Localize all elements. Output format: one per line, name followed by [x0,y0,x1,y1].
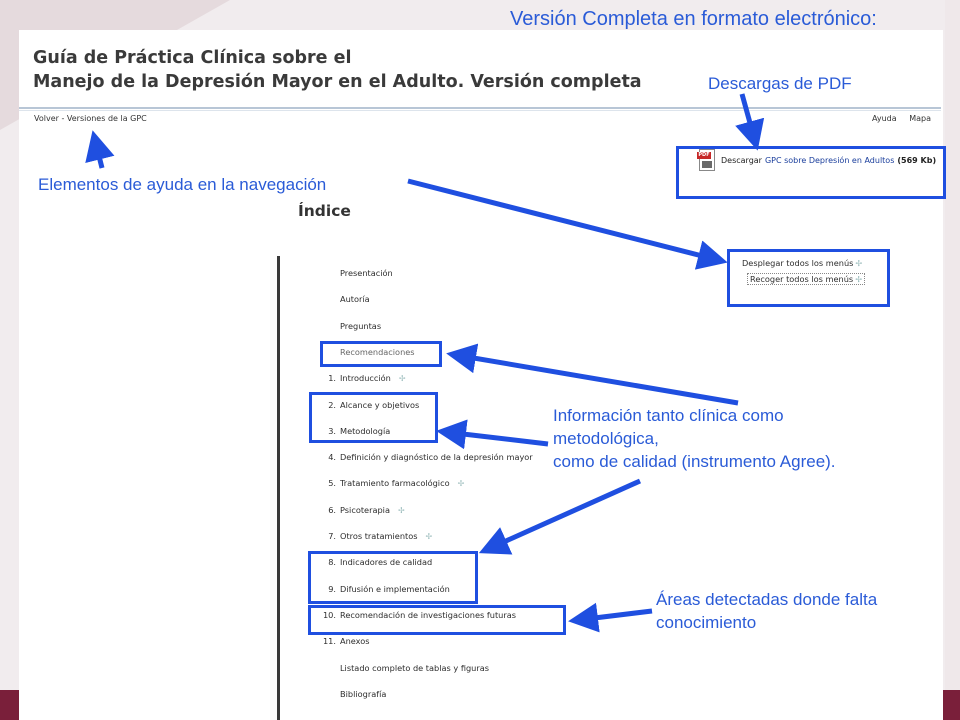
page-title-line2: Manejo de la Depresión Mayor en el Adulto. Versión completa [33,72,642,92]
back-link[interactable]: Volver - Versiones de la GPC [34,114,147,123]
toc-item-label[interactable]: Alcance y objetivos [340,399,420,410]
toc-item-label[interactable]: Psicoterapia [340,504,390,515]
expand-icon[interactable]: ✢ [398,374,406,384]
toc-item[interactable] [314,373,406,387]
expand-icon[interactable]: ✢ [457,479,465,489]
highlight-quality-dissemination [308,551,478,604]
slide-title: Versión Completa en formato electrónico: [510,8,877,30]
highlight-recommendations [320,341,442,367]
toc-item-number: 5. [328,478,336,489]
expand-icon[interactable]: ✢ [397,505,405,515]
toc-item-number: 8. [328,557,336,568]
toc-item-number: 1. [328,373,336,384]
highlight-menu-controls [727,249,890,307]
toc-item-label[interactable]: Difusión e implementación [340,583,450,594]
toc-item[interactable] [314,294,370,308]
expand-all-link[interactable]: Desplegar todos los menús ✢ [742,258,863,268]
pdf-icon: PDF [697,149,715,171]
toc-item-number: 2. [328,399,336,410]
toc-item[interactable] [314,689,386,703]
index-heading: Índice [298,202,351,220]
toc-item-label[interactable]: Tratamiento farmacológico [340,478,450,489]
toc-item-label[interactable]: Otros tratamientos [340,531,418,541]
map-link[interactable]: Mapa [909,114,931,123]
toc-item-label[interactable]: Preguntas [340,320,382,331]
annotation-pdf-downloads: Descargas de PDF [708,74,852,93]
download-label: Descargar [721,155,762,165]
pdf-link[interactable]: GPC sobre Depresión en Adultos [764,155,895,165]
index-divider [277,256,280,720]
toc-item[interactable] [314,478,464,492]
toc-item-number: 9. [328,583,336,594]
toc-item[interactable] [314,636,370,650]
toc-item-number: 3. [328,425,336,436]
background-right [945,0,960,690]
highlight-pdf [676,146,946,199]
toc-item-label[interactable]: Anexos [340,636,370,647]
toc-item-label[interactable]: Introducción [340,373,391,384]
toc-item-label[interactable]: Indicadores de calidad [340,557,433,568]
toc-item[interactable] [314,268,393,282]
toc-item-label[interactable]: Presentación [340,268,393,278]
top-nav [862,114,931,123]
toc-item-label[interactable]: Recomendaciones [340,346,415,357]
toc-item-number: 7. [328,531,336,541]
toc-item-number: 4. [328,452,336,463]
annotation-clinical-info: Información tanto clínica como metodológica, como de calidad (instrumento Agree). [553,406,836,471]
expand-icon[interactable]: ✢ [425,532,433,541]
collapse-all-link[interactable]: Recoger todos los menús ✢ [747,273,865,285]
toc-item-label[interactable]: Bibliografía [340,688,387,699]
toc-item[interactable] [314,505,405,519]
page-title [33,46,642,94]
toc-item-number: 10. [322,609,336,620]
toc-item-number: 11. [322,636,336,647]
toc-item-label[interactable]: Recomendación de investigaciones futuras [340,609,517,620]
header-divider-secondary [19,110,941,111]
annotation-nav-help: Elementos de ayuda en la navegación [38,175,327,194]
header-divider [19,107,941,109]
toc-item[interactable] [314,452,533,466]
toc-item[interactable] [314,663,489,677]
toc-item-label[interactable]: Metodología [340,425,391,436]
pdf-size: (569 Kb) [897,155,937,165]
toc-item-number: 6. [328,504,336,515]
annotation-knowledge-gap: Áreas detectadas donde falta conocimiento [656,590,878,632]
toc-item-label[interactable]: Definición y diagnóstico de la depresión mayor [340,452,533,463]
highlight-future-research [308,605,566,635]
highlight-scope-method [309,392,438,443]
toc-item[interactable] [314,531,432,545]
help-link[interactable]: Ayuda [871,114,897,123]
toc-item-label[interactable]: Listado completo de tablas y figuras [340,662,490,673]
toc-item-label[interactable]: Autoría [340,294,370,305]
page-title-line1: Guía de Práctica Clínica sobre el [33,48,352,68]
toc-item[interactable] [314,321,381,335]
